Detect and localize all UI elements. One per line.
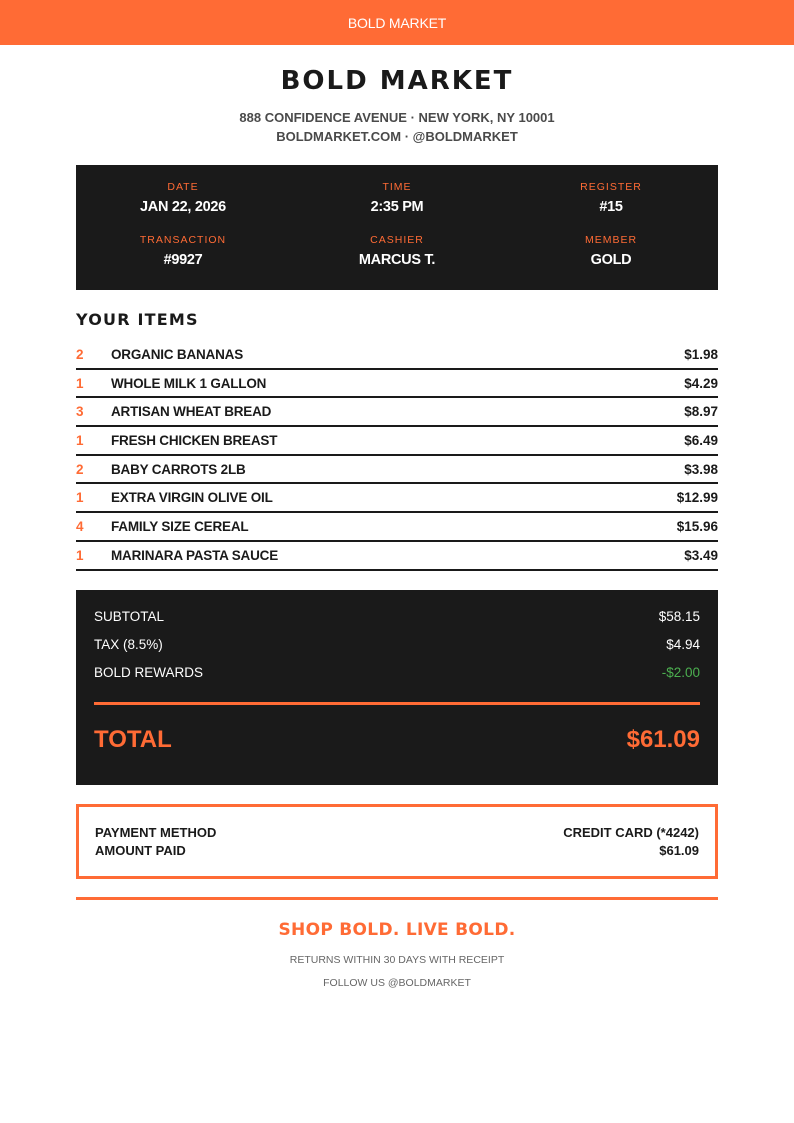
item-row: [76, 370, 718, 399]
top-banner: [0, 0, 794, 45]
item-name: FAMILY SIZE CEREAL: [111, 518, 249, 534]
item-price: $4.29: [684, 375, 718, 391]
totals-divider: [94, 702, 700, 705]
info-member-label: MEMBER: [584, 234, 638, 246]
footer-returns-policy: RETURNS WITHIN 30 DAYS WITH RECEIPT: [289, 954, 505, 966]
items-list: [76, 341, 718, 571]
item-name: ORGANIC BANANAS: [111, 346, 244, 362]
amount-paid-row: [95, 843, 699, 858]
total-row: [94, 726, 700, 754]
total-label: TOTAL: [94, 726, 172, 753]
info-time: [290, 181, 504, 215]
info-register: [504, 181, 718, 215]
subtotal-label: SUBTOTAL: [94, 609, 165, 624]
item-name: BABY CARROTS 2LB: [111, 461, 246, 477]
info-transaction-label: TRANSACTION: [139, 234, 227, 246]
store-name: BOLD MARKET: [280, 66, 514, 96]
rewards-value: -$2.00: [661, 665, 700, 680]
amount-paid-value: $61.09: [659, 843, 699, 858]
transaction-info-block: [76, 165, 718, 290]
store-web-handle: BOLDMARKET.COM · @BOLDMARKET: [276, 129, 518, 144]
info-cashier: [290, 234, 504, 268]
payment-method-row: [95, 825, 699, 840]
info-date: [76, 181, 290, 215]
item-row: [76, 427, 718, 456]
item-qty: 1: [76, 375, 84, 391]
rewards-row: [94, 665, 700, 680]
info-time-label: TIME: [382, 181, 412, 193]
info-register-value: #15: [599, 199, 623, 215]
tax-label: TAX (8.5%): [94, 637, 163, 652]
subtotal-value: $58.15: [658, 609, 700, 624]
item-name: WHOLE MILK 1 GALLON: [111, 375, 267, 391]
item-price: $15.96: [676, 518, 718, 534]
info-transaction-value: #9927: [163, 252, 203, 268]
item-price: $8.97: [684, 404, 718, 420]
item-qty: 1: [76, 547, 84, 563]
item-qty: 2: [76, 346, 84, 362]
payment-method-value: CREDIT CARD (*4242): [563, 825, 699, 840]
info-transaction: [76, 234, 290, 268]
items-section-title: YOUR ITEMS: [76, 310, 199, 329]
footer-follow: FOLLOW US @BOLDMARKET: [323, 977, 471, 989]
info-date-value: JAN 22, 2026: [140, 199, 226, 215]
footer-divider: [76, 897, 718, 900]
item-name: ARTISAN WHEAT BREAD: [111, 404, 272, 420]
tax-value: $4.94: [666, 637, 700, 652]
item-price: $1.98: [684, 346, 718, 362]
info-register-label: REGISTER: [580, 181, 642, 193]
info-cashier-label: CASHIER: [370, 234, 424, 246]
item-qty: 1: [76, 490, 84, 506]
info-time-value: 2:35 PM: [370, 199, 424, 215]
total-value: $61.09: [626, 726, 700, 753]
tax-row: [94, 637, 700, 652]
item-name: FRESH CHICKEN BREAST: [111, 432, 278, 448]
item-qty: 3: [76, 404, 84, 420]
item-price: $6.49: [684, 432, 718, 448]
subtotal-row: [94, 609, 700, 624]
rewards-label: BOLD REWARDS: [94, 665, 204, 680]
item-row: [76, 341, 718, 370]
totals-block: [76, 590, 718, 785]
item-row: [76, 484, 718, 513]
payment-method-label: PAYMENT METHOD: [95, 825, 217, 840]
payment-box: [76, 804, 718, 879]
item-price: $12.99: [676, 490, 718, 506]
footer-slogan: SHOP BOLD. LIVE BOLD.: [278, 920, 516, 940]
info-cashier-value: MARCUS T.: [358, 252, 436, 268]
amount-paid-label: AMOUNT PAID: [95, 843, 186, 858]
item-qty: 4: [76, 518, 84, 534]
item-qty: 2: [76, 461, 84, 477]
item-row: [76, 513, 718, 542]
info-member-value: GOLD: [590, 252, 632, 268]
item-row: [76, 542, 718, 571]
item-name: EXTRA VIRGIN OLIVE OIL: [111, 490, 273, 506]
store-address: 888 CONFIDENCE AVENUE · NEW YORK, NY 10001: [239, 110, 555, 125]
banner-text: BOLD MARKET: [347, 14, 447, 31]
item-qty: 1: [76, 432, 84, 448]
item-price: $3.49: [684, 547, 718, 563]
item-price: $3.98: [684, 461, 718, 477]
info-date-label: DATE: [167, 181, 199, 193]
item-name: MARINARA PASTA SAUCE: [111, 547, 278, 563]
item-row: [76, 398, 718, 427]
info-member: [504, 234, 718, 268]
item-row: [76, 456, 718, 485]
